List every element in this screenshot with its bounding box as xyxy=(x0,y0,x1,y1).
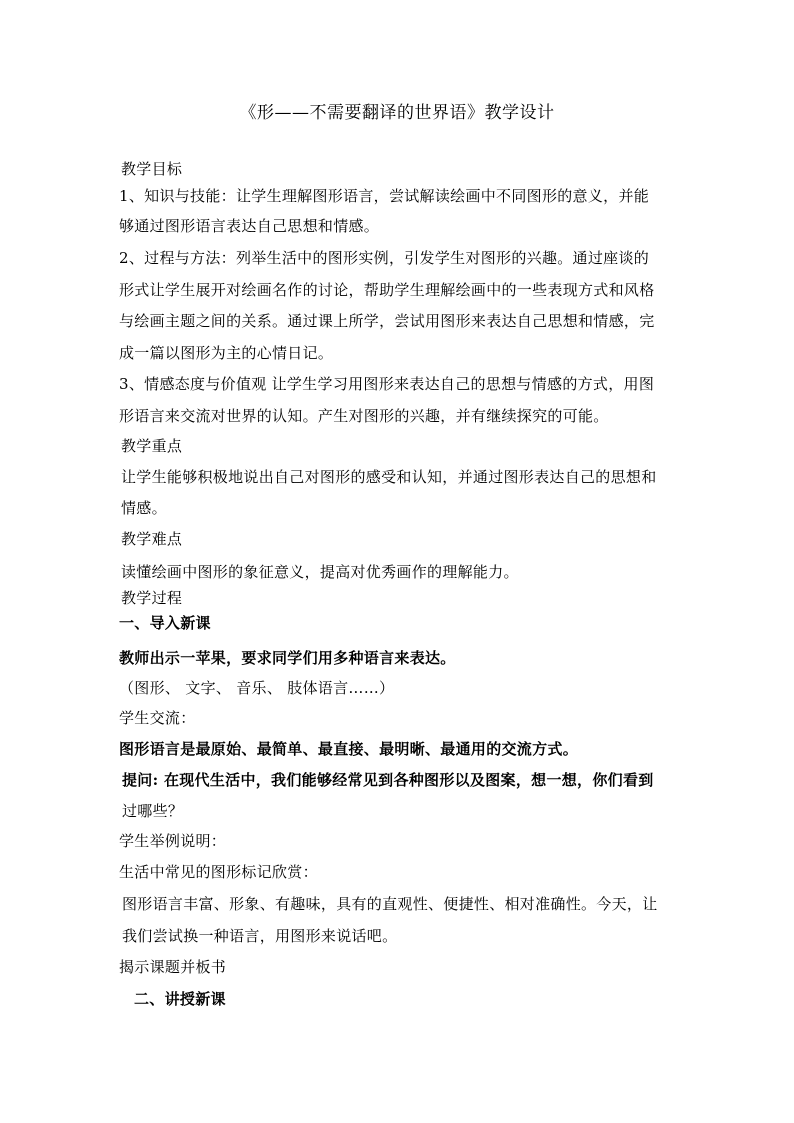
heading-teaching-objectives: 教学目标 xyxy=(121,160,183,178)
body-line: 够通过图形语言表达自己思想和情感。 xyxy=(119,217,380,235)
heading-teaching-process: 教学过程 xyxy=(121,589,183,607)
body-line: （图形、 文字、 音乐、 肢体语言……） xyxy=(119,679,395,697)
section-heading-new-lesson: 二、讲授新课 xyxy=(134,990,226,1008)
body-line: 过哪些？ xyxy=(122,802,184,820)
body-line: 情感。 xyxy=(121,499,167,517)
body-line: 2、过程与方法：列举生活中的图形实例，引发学生对图形的兴趣。通过座谈的 xyxy=(119,249,650,267)
body-line: 3、情感态度与价值观 让学生学习用图形来表达自己的思想与情感的方式，用图 xyxy=(119,375,655,393)
heading-difficulties: 教学难点 xyxy=(121,530,183,548)
body-line: 我们尝试换一种语言，用图形来说话吧。 xyxy=(122,927,398,945)
body-line: 学生举例说明： xyxy=(119,832,227,850)
section-heading-introduction: 一、导入新课 xyxy=(119,614,211,632)
body-line: 成一篇以图形为主的心情日记。 xyxy=(119,344,334,362)
body-line: 1、知识与技能：让学生理解图形语言，尝试解读绘画中不同图形的意义，并能 xyxy=(119,187,650,205)
body-line: 与绘画主题之间的关系。通过课上所学，尝试用图形来表达自己思想和情感，完 xyxy=(119,312,655,330)
body-line: 读懂绘画中图形的象征意义，提高对优秀画作的理解能力。 xyxy=(121,563,519,581)
body-line: 形语言来交流对世界的认知。产生对图形的兴趣，并有继续探究的可能。 xyxy=(119,407,609,425)
body-line: 图形语言是最原始、最简单、最直接、最明晰、最通用的交流方式。 xyxy=(119,740,579,758)
heading-key-points: 教学重点 xyxy=(121,437,183,455)
body-line: 生活中常见的图形标记欣赏： xyxy=(119,863,318,881)
body-line: 学生交流： xyxy=(119,709,196,727)
body-line: 形式让学生展开对绘画名作的讨论，帮助学生理解绘画中的一些表现方式和风格 xyxy=(119,281,655,299)
body-line: 让学生能够积极地说出自己对图形的感受和认知，并通过图形表达自己的思想和 xyxy=(121,468,657,486)
body-line: 揭示课题并板书 xyxy=(119,958,227,976)
document-title: 《形——不需要翻译的世界语》教学设计 xyxy=(239,103,555,123)
body-line: 图形语言丰富、形象、有趣味，具有的直观性、便捷性、相对准确性。今天，让 xyxy=(122,895,658,913)
body-line: 提问: 在现代生活中，我们能够经常见到各种图形以及图案，想一想，你们看到 xyxy=(122,771,654,789)
body-line: 教师出示一苹果，要求同学们用多种语言来表达。 xyxy=(119,649,456,667)
